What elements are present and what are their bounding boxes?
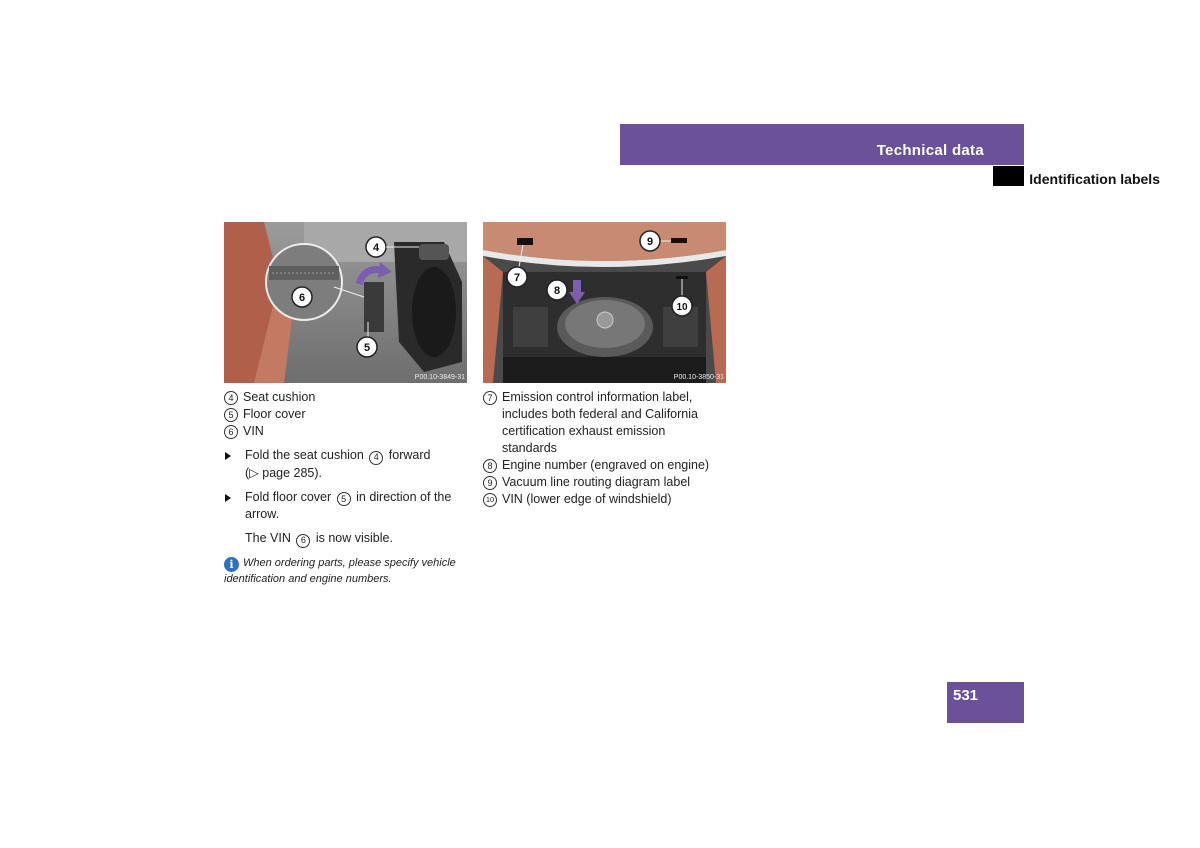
step-text: Fold the seat cushion [245, 448, 364, 462]
page-number-box [947, 682, 1024, 723]
callout-ref: 4 [369, 451, 383, 465]
callout-6 [292, 287, 312, 307]
step-text: Fold floor cover [245, 489, 332, 504]
figure-seat-vin [224, 222, 467, 383]
page-number: 531 [953, 687, 979, 704]
engine-compartment-illustration [483, 222, 726, 383]
svg-text:7: 7 [513, 272, 521, 284]
svg-text:6: 6 [298, 292, 306, 304]
svg-text:4: 4 [372, 242, 380, 254]
svg-text:8: 8 [553, 285, 561, 297]
legend-item [224, 406, 466, 423]
instruction-step [224, 447, 466, 482]
figure-code: P00.10-3850-31 [673, 374, 724, 381]
left-text-column [224, 389, 466, 587]
legend-item [224, 389, 466, 406]
callout-number: 8 [483, 459, 497, 473]
legend-item [483, 491, 723, 508]
section-header-bar [620, 124, 1024, 165]
page-reference-link[interactable]: (▷ page 285). [245, 465, 323, 480]
info-icon: i [224, 557, 239, 572]
callout-ref: 6 [296, 534, 310, 548]
callout-number: 10 [483, 493, 497, 507]
legend-text: VIN [243, 424, 264, 438]
legend-item [483, 457, 723, 474]
legend-item [483, 474, 723, 491]
legend-text: Engine number (engraved on engine) [502, 458, 710, 472]
step-text: in direction of the arrow. [245, 489, 452, 521]
figure-engine-compartment [483, 222, 726, 383]
svg-text:10: 10 [676, 302, 688, 313]
result-text: The VIN [245, 531, 291, 545]
figure-code: P00.10-3849-31 [414, 374, 465, 381]
subsection-title: Identification labels [1029, 171, 1160, 187]
legend-text: Vacuum line routing diagram label [502, 475, 691, 489]
legend-text: VIN (lower edge of windshield) [502, 492, 672, 506]
right-text-column [483, 389, 723, 508]
callout-number: 7 [483, 391, 497, 405]
legend-text: Floor cover [243, 407, 306, 421]
legend-text: Emission control information label, includes both federal and California certification exhaust emission standards [502, 390, 698, 455]
instruction-step [224, 489, 466, 524]
callout-ref: 5 [337, 492, 351, 506]
step-result [245, 530, 466, 548]
callout-number: 5 [224, 408, 238, 422]
svg-text:5: 5 [363, 342, 371, 354]
note-text: When ordering parts, please specify vehicle identification and engine numbers. [224, 556, 456, 585]
legend-item [483, 389, 723, 457]
legend-item [224, 423, 466, 440]
section-title: Technical data [876, 142, 984, 159]
step-text: forward [388, 448, 431, 462]
callout-number: 9 [483, 476, 497, 490]
info-note [224, 556, 466, 587]
result-text: is now visible. [315, 531, 393, 545]
subsection-marker [993, 166, 1024, 186]
callout-number: 4 [224, 391, 238, 405]
svg-text:9: 9 [646, 236, 654, 248]
callout-8 [547, 280, 567, 300]
step-bullet-icon [225, 494, 231, 502]
callout-number: 6 [224, 425, 238, 439]
step-bullet-icon [225, 452, 231, 460]
seat-vin-illustration [224, 222, 467, 383]
legend-text: Seat cushion [243, 390, 316, 404]
